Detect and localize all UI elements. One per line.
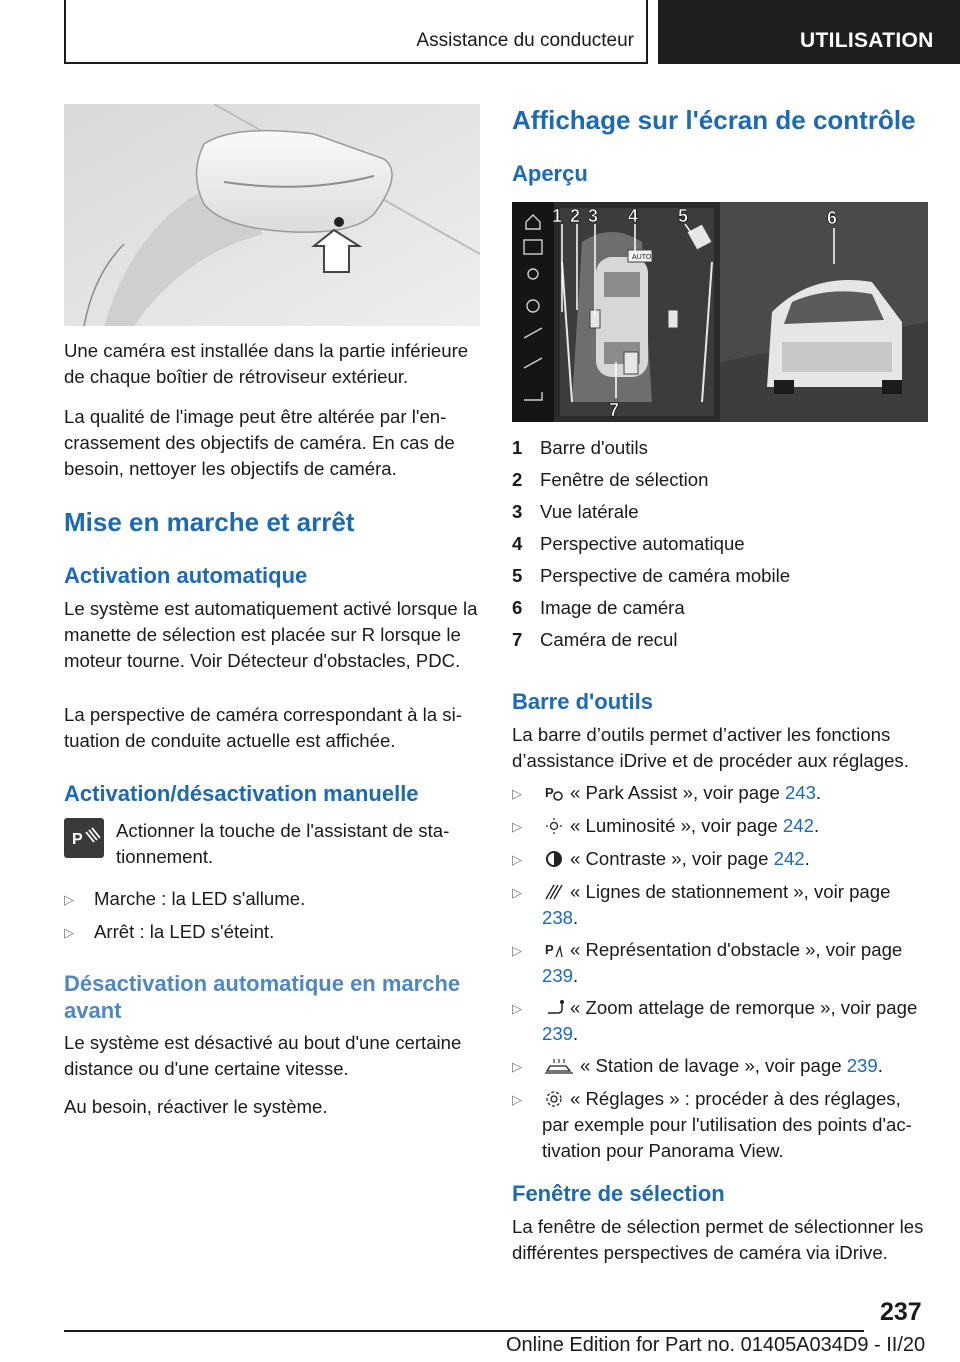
callout-4: 4 <box>628 206 639 226</box>
callout-3: 3 <box>588 206 599 226</box>
heading-auto-activation: Activation automatique <box>64 563 308 588</box>
svg-text:P: P <box>72 831 83 848</box>
bullet-triangle-icon: ▷ <box>512 885 522 900</box>
side-mirror-camera-illustration <box>64 104 480 326</box>
list-item: ▷ Marche : la LED s'allume. <box>64 886 480 919</box>
bullet-triangle-icon: ▷ <box>64 892 74 907</box>
page-link[interactable]: 243 <box>784 782 816 803</box>
bullet-triangle-icon: ▷ <box>512 1001 522 1016</box>
manual-bullets <box>64 886 480 946</box>
list-item: 2 Fenêtre de sélection <box>512 469 709 490</box>
callout-2: 2 <box>570 206 581 226</box>
heading-auto-deactivation: Désactivation automatique en marche avant <box>64 971 461 1023</box>
page-number: 237 <box>880 1298 922 1326</box>
brightness-icon <box>544 817 564 835</box>
park-assist-icon <box>544 784 564 802</box>
heading-on-off: Mise en marche et arrêt <box>64 507 355 537</box>
bullet-triangle-icon: ▷ <box>512 819 522 834</box>
bullet-triangle-icon: ▷ <box>512 1092 522 1107</box>
svg-text:AUTO: AUTO <box>632 254 652 261</box>
car-wash-icon <box>544 1057 574 1075</box>
list-item: 7 Caméra de recul <box>512 629 678 650</box>
header-chapter-title: UTILISATION <box>800 29 934 52</box>
trailer-hitch-icon <box>544 999 564 1017</box>
page-link[interactable]: 242 <box>773 848 805 869</box>
heading-toolbar: Barre d'outils <box>512 689 653 714</box>
manual-activation-text: Actionner la touche de l'assistant de sta-tionnement. <box>116 820 450 867</box>
bullet-triangle-icon: ▷ <box>512 786 522 801</box>
parking-lines-icon <box>544 883 564 901</box>
obstacle-icon <box>544 941 564 959</box>
svg-text:P: P <box>545 785 554 800</box>
footer-rule <box>64 1330 864 1332</box>
page-link[interactable]: 239 <box>542 965 574 986</box>
bullet-triangle-icon: ▷ <box>64 925 74 940</box>
header-chapter-box <box>658 0 960 64</box>
settings-gear-icon <box>544 1090 564 1108</box>
mirror-caption: Une caméra est installée dans la partie inférieure de chaque boîtier de rétroviseur extérieur. <box>64 340 469 387</box>
list-item: 4 Perspective automatique <box>512 533 745 554</box>
page-link[interactable]: 239 <box>846 1055 878 1076</box>
bullet-triangle-icon: ▷ <box>512 943 522 958</box>
page-link[interactable]: 242 <box>782 815 814 836</box>
heading-selection-window: Fenêtre de sélection <box>512 1181 725 1206</box>
figure-legend <box>512 432 928 656</box>
list-item: 1 Barre d'outils <box>512 437 648 458</box>
list-item: ▷ « Lignes de stationnement », voir page 238. <box>512 879 928 931</box>
perspective-text: La perspective de caméra correspondant à la si-tuation de conduite actuelle est affichée. <box>64 704 462 751</box>
list-item: 6 Image de caméra <box>512 597 685 618</box>
auto-deactivation-text: Le système est désactivé au bout d'une certaine distance ou d'une certaine vitesse. <box>64 1032 462 1079</box>
list-item: 3 Vue latérale <box>512 501 639 522</box>
svg-text:P: P <box>545 942 554 957</box>
callout-6: 6 <box>827 208 838 228</box>
contrast-icon <box>544 850 564 868</box>
page-link[interactable]: 238 <box>542 907 574 928</box>
list-item: ▷ « Station de lavage », voir page 239. <box>512 1053 928 1080</box>
list-item: ▷ « Contraste », voir page 242. <box>512 846 928 873</box>
bullet-triangle-icon: ▷ <box>512 1059 522 1074</box>
list-item: ▷ « Réglages » : procéder à des réglages, par exemple pour l'utilisation des points d'ac-tivation pour Panorama View. <box>512 1086 928 1164</box>
reactivate-text: Au besoin, réactiver le système. <box>64 1096 328 1117</box>
list-item: ▷ Arrêt : la LED s'éteint. <box>64 919 480 946</box>
selection-window-text: La fenêtre de sélection permet de sélectionner les différentes perspectives de caméra via iDrive. <box>512 1216 924 1263</box>
footer-edition: Online Edition for Part no. 01405A034D9 - II/20 <box>506 1334 926 1356</box>
auto-activation-text: Le système est automatiquement activé lorsque la manette de sélection est placée sur R lorsque le moteur tourne. Voir Détecteur d'obstacles, PDC. <box>64 598 478 671</box>
header-section-title: Assistance du conducteur <box>416 30 634 51</box>
callout-7: 7 <box>609 400 620 420</box>
callout-5: 5 <box>678 206 689 226</box>
list-item: ▷ « Luminosité », voir page 242. <box>512 813 928 840</box>
list-item: ▷ P « Représentation d'obstacle », voir page 239. <box>512 937 928 989</box>
callout-1: 1 <box>552 206 563 226</box>
quality-text: La qualité de l'image peut être altérée par l'en-crassement des objectifs de caméra. En cas de besoin, nettoyer les objectifs de caméra. <box>64 406 455 479</box>
heading-control-display: Affichage sur l'écran de contrôle <box>512 105 916 135</box>
left-column <box>64 104 480 1117</box>
header-section-box <box>64 0 648 64</box>
heading-manual-activation: Activation/désactivation manuelle <box>64 781 419 806</box>
list-item: ▷ P « Park Assist », voir page 243. <box>512 780 928 807</box>
toolbar-text: La barre d’outils permet d’activer les fonctions d’assistance iDrive et de procéder aux réglages. <box>512 724 909 771</box>
heading-overview: Aperçu <box>512 161 588 186</box>
list-item: ▷ « Zoom attelage de remorque », voir page 239. <box>512 995 928 1047</box>
list-item: 5 Perspective de caméra mobile <box>512 565 791 586</box>
bullet-triangle-icon: ▷ <box>512 852 522 867</box>
control-display-illustration <box>512 202 928 422</box>
parking-assistant-button-icon <box>64 818 104 858</box>
page-link[interactable]: 239 <box>542 1023 574 1044</box>
toolbar-items-list <box>512 780 928 1164</box>
